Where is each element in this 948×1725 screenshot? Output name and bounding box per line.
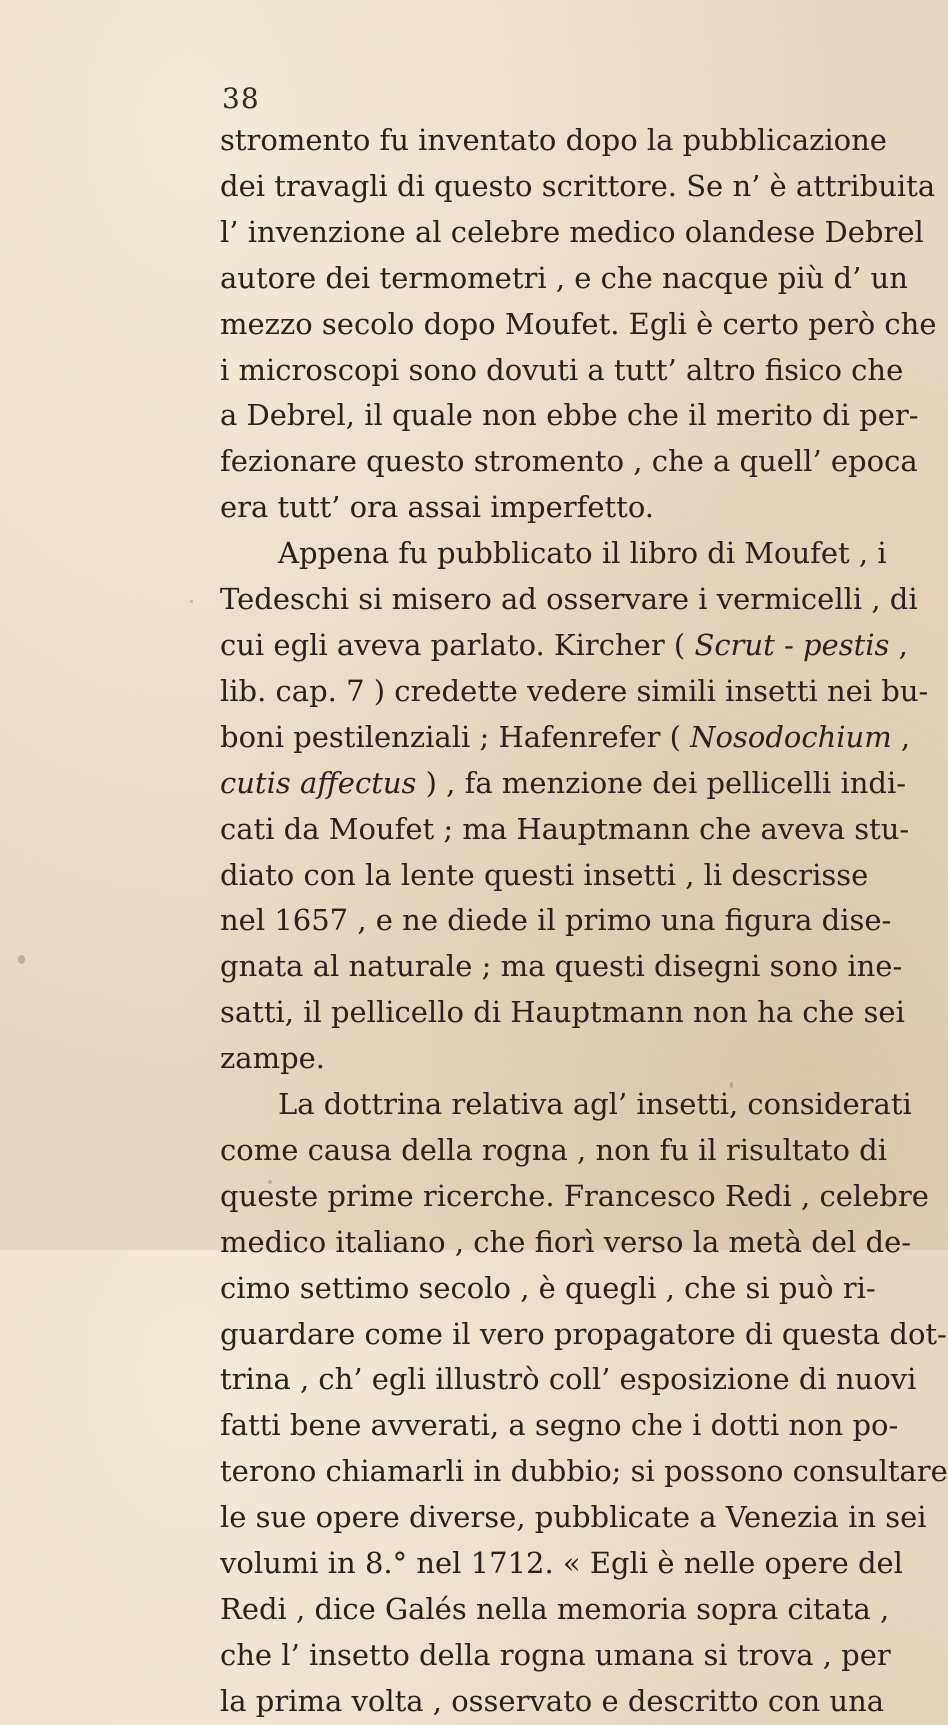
text-line: queste prime ricerche. Francesco Redi , celebre bbox=[220, 1178, 929, 1213]
text-line: che l’ insetto della rogna umana si trova , per bbox=[220, 1637, 891, 1672]
paper-speck bbox=[18, 955, 25, 964]
text-line: terono chiamarli in dubbio; si possono consultare bbox=[220, 1454, 948, 1489]
text-line: fezionare questo stromento , che a quell’ epoca bbox=[220, 444, 918, 479]
text-line: l’ invenzione al celebre medico olandese Debrel bbox=[220, 214, 924, 249]
text-line: autore dei termometri , e che nacque più d’ un bbox=[220, 260, 908, 295]
text-line: cui egli aveva parlato. Kircher ( Scrut - pestis , bbox=[220, 627, 908, 662]
text-line: stromento fu inventato dopo la pubblicazione bbox=[220, 123, 887, 157]
italic-title: Nosodochium bbox=[690, 719, 892, 754]
paper-speck bbox=[268, 1180, 272, 1184]
paragraph-start-line: Appena fu pubblicato il libro di Moufet , i bbox=[278, 536, 887, 571]
text-line: la prima volta , osservato e descritto con una bbox=[220, 1683, 885, 1718]
page-number: 38 bbox=[222, 82, 260, 115]
text-line: come causa della rogna , non fu il risultato di bbox=[220, 1132, 887, 1167]
text-line: le sue opere diverse, pubblicate a Venezia in sei bbox=[220, 1500, 927, 1535]
text-line: volumi in 8.° nel 1712. « Egli è nelle opere del bbox=[220, 1546, 903, 1581]
text-line: satti, il pellicello di Hauptmann non ha che sei bbox=[220, 995, 905, 1030]
text-line: mezzo secolo dopo Moufet. Egli è certo però che bbox=[220, 306, 937, 341]
text-line: dei travagli di questo scrittore. Se n’ è attribuita bbox=[220, 168, 936, 203]
italic-title: cutis affectus bbox=[220, 765, 417, 800]
text-line: zampe. bbox=[220, 1041, 326, 1076]
text-line: cimo settimo secolo , è quegli , che si può ri- bbox=[220, 1270, 876, 1305]
text-line: lib. cap. 7 ) credette vedere simili insetti nei bu- bbox=[220, 673, 929, 708]
text-line: trina , ch’ egli illustrò coll’ esposizione di nuovi bbox=[220, 1362, 917, 1397]
text-line: cati da Moufet ; ma Hauptmann che aveva stu- bbox=[220, 811, 910, 846]
text-line: cutis affectus ) , fa menzione dei pellicelli indi- bbox=[220, 765, 907, 800]
text-line: a Debrel, il quale non ebbe che il merito di per- bbox=[220, 398, 919, 433]
text-line: Redi , dice Galés nella memoria sopra citata , bbox=[220, 1592, 890, 1626]
text-line: gnata al naturale ; ma questi disegni sono ine- bbox=[220, 949, 903, 984]
text-line: Tedeschi si misero ad osservare i vermicelli , di bbox=[220, 582, 918, 617]
text-line: era tutt’ ora assai imperfetto. bbox=[220, 490, 655, 525]
text-line: i microscopi sono dovuti a tutt’ altro fisico che bbox=[220, 352, 904, 387]
text-line: nel 1657 , e ne diede il primo una figura dise- bbox=[220, 903, 892, 938]
text-line: diato con la lente questi insetti , li descrisse bbox=[220, 857, 869, 892]
text-line: fatti bene avverati, a segno che i dotti non po- bbox=[220, 1408, 899, 1443]
text-line: medico italiano , che fiorì verso la metà del de- bbox=[220, 1224, 912, 1259]
paper-speck bbox=[190, 600, 193, 603]
body-text bbox=[220, 118, 948, 1725]
italic-title: Scrut - pestis bbox=[694, 627, 890, 662]
paragraph-start-line: La dottrina relativa agl’ insetti, considerati bbox=[278, 1087, 912, 1122]
paper-speck bbox=[730, 1082, 733, 1088]
text-line: boni pestilenziali ; Hafenrefer ( Nosodochium , bbox=[220, 719, 911, 754]
text-line: guardare come il vero propagatore di questa dot- bbox=[220, 1316, 947, 1351]
